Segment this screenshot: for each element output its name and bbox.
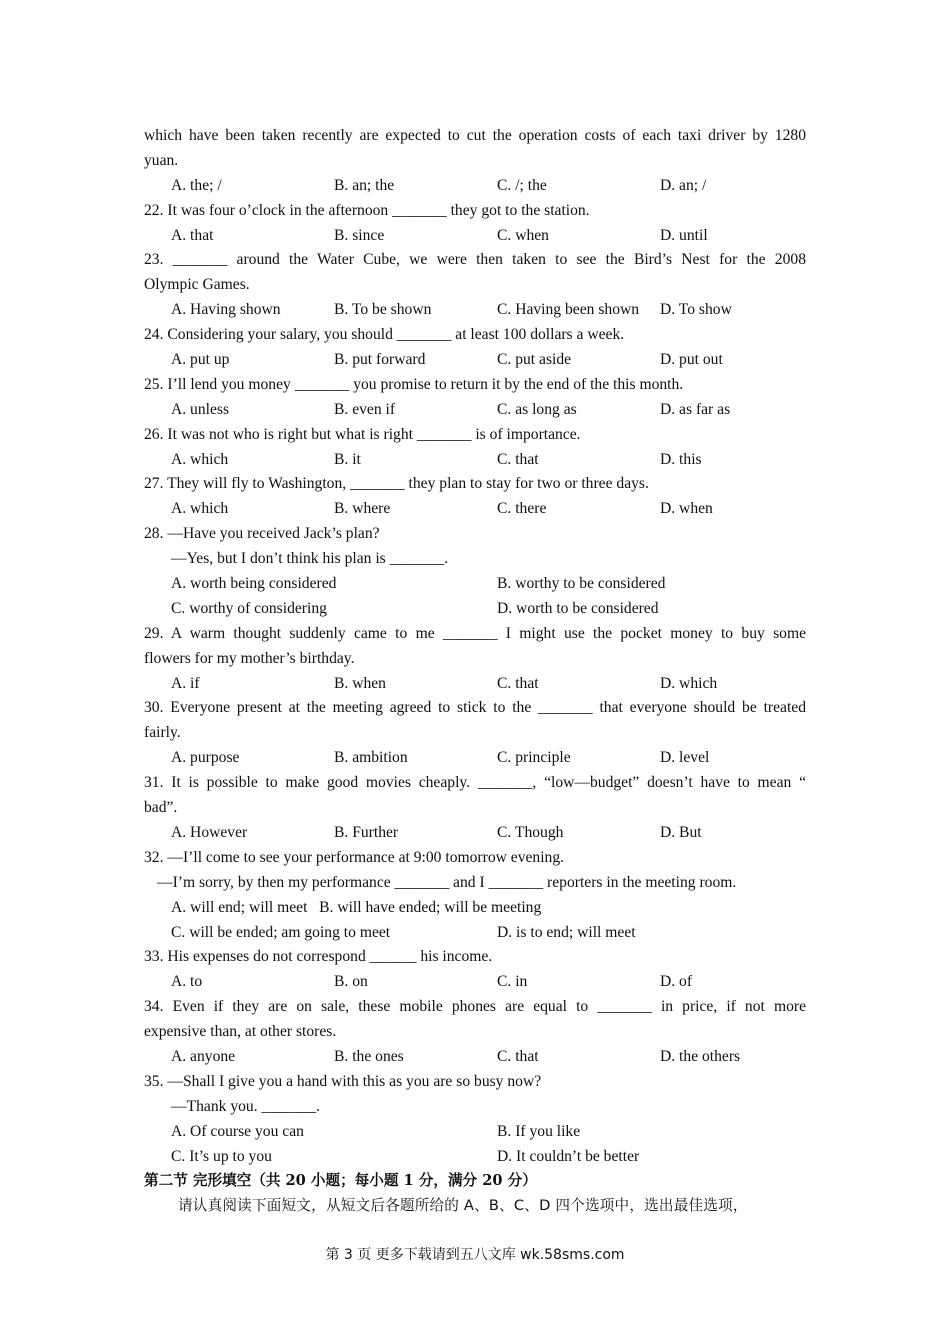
option-choice: B. If you like	[497, 1122, 581, 1140]
option-choice: A. put up	[171, 351, 230, 369]
question-text: flowers for my mother’s birthday.	[144, 649, 355, 667]
option-choice: D. of	[660, 973, 693, 991]
question-text: 32. —I’ll come to see your performance at 9:00 tomorrow evening.	[144, 848, 565, 866]
option-choice: D. is to end; will meet	[497, 923, 636, 941]
option-choice: D. when	[660, 500, 713, 518]
option-choice: A. which	[171, 500, 229, 518]
option-choice	[497, 896, 823, 921]
option-choice: D. level	[660, 749, 710, 767]
question-text: 28. —Have you received Jack’s plan?	[144, 525, 380, 543]
option-choice: C. It’s up to you	[171, 1147, 272, 1165]
options-row	[144, 746, 806, 771]
question-text: Olympic Games.	[144, 276, 250, 294]
option-choice: C. there	[497, 500, 547, 518]
question-text: 31. It is possible to make good movies cheaply. _______, “low—budget” doesn’t have to mean “	[144, 774, 806, 792]
question-text: bad”.	[144, 799, 178, 817]
option-choice: C. that	[497, 1047, 539, 1065]
option-choice: A. that	[171, 226, 214, 244]
option-choice: D. as far as	[660, 400, 731, 418]
option-choice: A. Having shown	[171, 301, 281, 319]
option-choice: A. Of course you can	[171, 1122, 304, 1140]
question-text: 25. I’ll lend you money _______ you promise to return it by the end of the this month.	[144, 375, 684, 393]
option-choice: B. worthy to be considered	[497, 575, 666, 593]
option-choice: A. if	[171, 674, 200, 692]
option-choice: C. /; the	[497, 176, 547, 194]
options-row	[144, 497, 806, 522]
question-text: yuan.	[144, 151, 179, 169]
option-choice: A. However	[171, 823, 248, 841]
options-row	[144, 448, 806, 473]
question-text: 29. A warm thought suddenly came to me _______ I might use the pocket money to buy some	[144, 624, 806, 642]
option-choice: B. the ones	[334, 1047, 404, 1065]
page-footer: 第 3 页 更多下载请到五八文库 wk.58sms.com	[325, 1247, 625, 1263]
option-choice: D. which	[660, 674, 718, 692]
option-choice: D. put out	[660, 351, 723, 369]
question-text: 23. _______ around the Water Cube, we were then taken to see the Bird’s Nest for the 2008	[144, 251, 806, 269]
option-choice: A. will end; will meet B. will have ended; will be meeting	[171, 898, 542, 916]
question-text: 24. Considering your salary, you should _______ at least 100 dollars a week.	[144, 326, 625, 344]
options-row	[144, 1045, 806, 1070]
options-row	[144, 821, 806, 846]
section-heading: 第二节 完形填空（共 20 小题；每小题 1 分，满分 20 分）	[144, 1172, 537, 1190]
option-choice: C. will be ended; am going to meet	[171, 923, 391, 941]
option-choice: A. which	[171, 450, 229, 468]
option-choice: C. when	[497, 226, 549, 244]
options-row	[144, 572, 806, 597]
option-choice: A. to	[171, 973, 203, 991]
option-choice: D. worth to be considered	[497, 599, 659, 617]
option-choice: A. worth being considered	[171, 575, 337, 593]
options-row	[144, 398, 806, 423]
option-choice: D. until	[660, 226, 708, 244]
option-choice: D. an; /	[660, 176, 707, 194]
option-choice: D. It couldn’t be better	[497, 1147, 640, 1165]
options-row	[144, 298, 806, 323]
question-text: 27. They will fly to Washington, _______ they plan to stay for two or three days.	[144, 475, 649, 493]
question-text: expensive than, at other stores.	[144, 1023, 337, 1041]
option-choice: B. even if	[334, 400, 396, 418]
question-text: 35. —Shall I give you a hand with this as you are so busy now?	[144, 1072, 542, 1090]
option-choice: B. Further	[334, 823, 399, 841]
option-choice: B. it	[334, 450, 361, 468]
options-row	[144, 1145, 806, 1170]
question-text: —Thank you. _______.	[171, 1097, 320, 1115]
option-choice: C. Though	[497, 823, 564, 841]
option-choice: A. purpose	[171, 749, 240, 767]
option-choice: D. this	[660, 450, 702, 468]
option-choice: D. But	[660, 823, 702, 841]
option-choice: C. that	[497, 450, 539, 468]
option-choice: B. To be shown	[334, 301, 432, 319]
option-choice: A. anyone	[171, 1047, 236, 1065]
options-row	[144, 174, 806, 199]
option-choice: C. Having been shown	[497, 301, 640, 319]
options-row	[144, 597, 806, 622]
options-row	[144, 970, 806, 995]
options-row	[144, 1120, 806, 1145]
option-choice: C. in	[497, 973, 528, 991]
question-text: which have been taken recently are expected to cut the operation costs of each taxi driver by 1280	[144, 127, 806, 144]
instruction-text: 请认真阅读下面短文，从短文后各题所给的 A、B、C、D 四个选项中，选出最佳选项，	[178, 1197, 748, 1215]
option-choice: B. put forward	[334, 351, 426, 369]
option-choice: C. as long as	[497, 400, 577, 418]
question-text: —Yes, but I don’t think his plan is _______.	[171, 550, 449, 568]
option-choice: B. ambition	[334, 749, 408, 767]
question-text: 30. Everyone present at the meeting agreed to stick to the _______ that everyone should be treated	[144, 699, 806, 717]
options-row	[144, 348, 806, 373]
options-row	[144, 672, 806, 697]
option-choice: C. put aside	[497, 351, 572, 369]
option-choice: B. on	[334, 973, 368, 991]
option-choice: A. unless	[171, 400, 230, 418]
exam-page	[144, 124, 806, 1219]
question-text: —I’m sorry, by then my performance _______ and I _______ reporters in the meeting room.	[157, 873, 737, 891]
option-choice: B. since	[334, 226, 385, 244]
question-text: 34. Even if they are on sale, these mobile phones are equal to _______ in price, if not more	[144, 998, 806, 1016]
option-choice: C. worthy of considering	[171, 599, 327, 617]
option-choice: C. that	[497, 674, 539, 692]
option-choice: B. when	[334, 674, 386, 692]
options-row	[144, 896, 806, 921]
question-text: 22. It was four o’clock in the afternoon _______ they got to the station.	[144, 201, 590, 219]
option-choice: D. the others	[660, 1047, 741, 1065]
options-row	[144, 224, 806, 249]
option-choice: D. To show	[660, 301, 732, 319]
question-text: 26. It was not who is right but what is right _______ is of importance.	[144, 425, 581, 443]
option-choice: A. the; /	[171, 176, 222, 194]
question-text: fairly.	[144, 724, 181, 742]
option-choice: C. principle	[497, 749, 571, 767]
option-choice: B. an; the	[334, 176, 395, 194]
question-text: 33. His expenses do not correspond ______ his income.	[144, 948, 493, 966]
option-choice: B. where	[334, 500, 391, 518]
options-row	[144, 921, 806, 946]
